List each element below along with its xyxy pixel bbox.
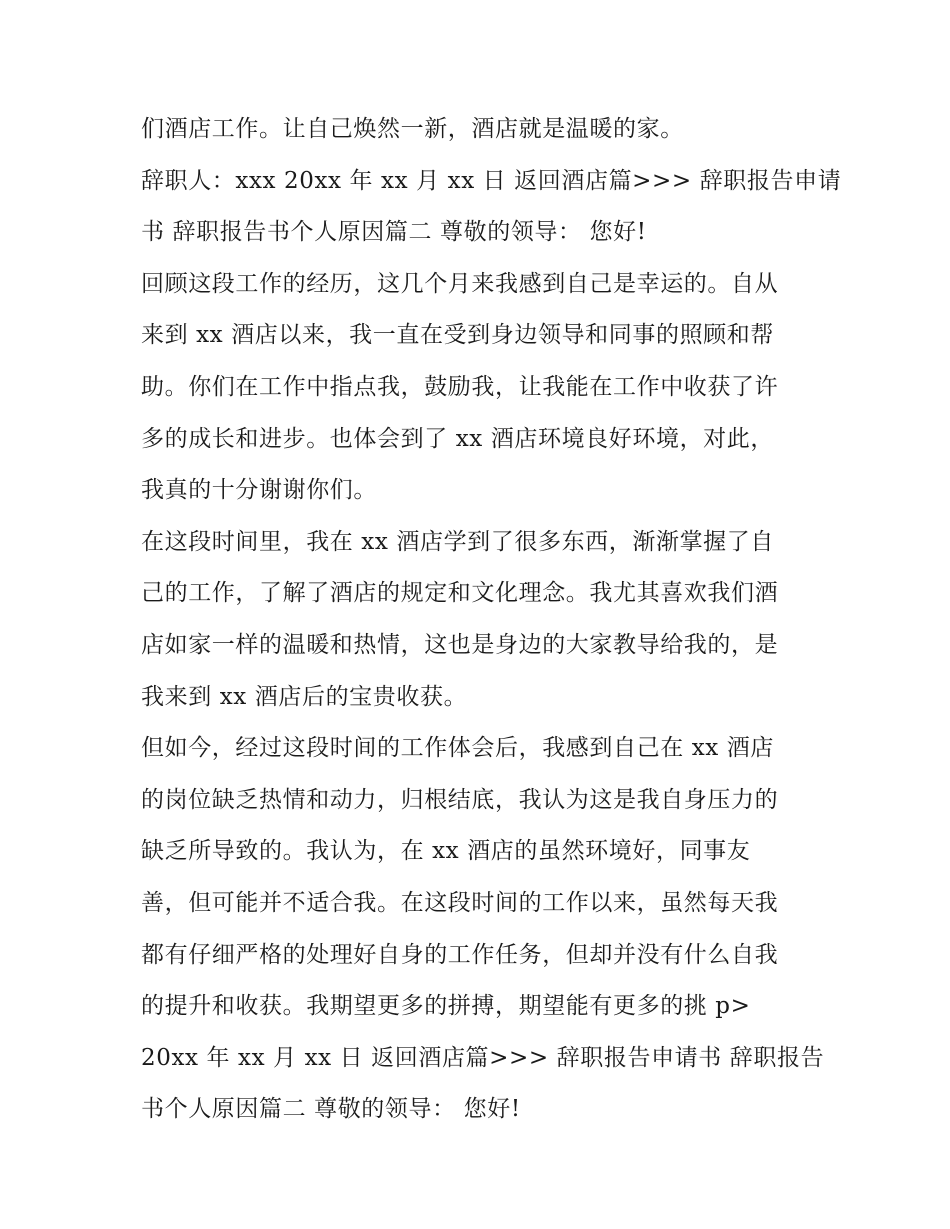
text-line: 书个人原因篇二 尊敬的领导： 您好! [141, 1096, 521, 1123]
text-line: 的提升和收获。我期望更多的拼搏，期望能有更多的挑 p> [141, 993, 751, 1020]
text-line: 善，但可能并不适合我。在这段时间的工作以来，虽然每天我 [141, 889, 779, 916]
text-line: 助。你们在工作中指点我，鼓励我，让我能在工作中收获了许 [141, 373, 779, 400]
text-line: 店如家一样的温暖和热情，这也是身边的大家教导给我的，是 [141, 631, 779, 658]
text-line: 缺乏所导致的。我认为，在 xx 酒店的虽然环境好，同事友 [141, 838, 751, 865]
text-line: 都有仔细严格的处理好自身的工作任务，但却并没有什么自我 [141, 941, 779, 968]
text-line: 辞职人：xxx 20xx 年 xx 月 xx 日 返回酒店篇>>> 辞职报告申请 [141, 167, 842, 194]
text-line: 20xx 年 xx 月 xx 日 返回酒店篇>>> 辞职报告申请书 辞职报告 [141, 1044, 825, 1071]
document-body [141, 106, 842, 1138]
text-line: 但如今，经过这段时间的工作体会后，我感到自己在 xx 酒店 [141, 735, 774, 762]
text-line: 来到 xx 酒店以来，我一直在受到身边领导和同事的照顾和帮 [141, 322, 774, 349]
text-line: 多的成长和进步。也体会到了 xx 酒店环境良好环境，对此， [141, 425, 774, 452]
text-line: 在这段时间里，我在 xx 酒店学到了很多东西，渐渐掌握了自 [141, 528, 774, 555]
text-line: 己的工作，了解了酒店的规定和文化理念。我尤其喜欢我们酒 [141, 580, 779, 607]
text-line: 书 辞职报告书个人原因篇二 尊敬的领导： 您好! [141, 219, 647, 246]
text-line: 我来到 xx 酒店后的宝贵收获。 [141, 683, 468, 710]
text-line: 回顾这段工作的经历，这几个月来我感到自己是幸运的。自从 [141, 270, 779, 297]
text-line: 们酒店工作。让自己焕然一新，酒店就是温暖的家。 [141, 116, 684, 142]
text-line: 我真的十分谢谢你们。 [141, 477, 377, 504]
text-line: 的岗位缺乏热情和动力，归根结底，我认为这是我自身压力的 [141, 786, 779, 813]
